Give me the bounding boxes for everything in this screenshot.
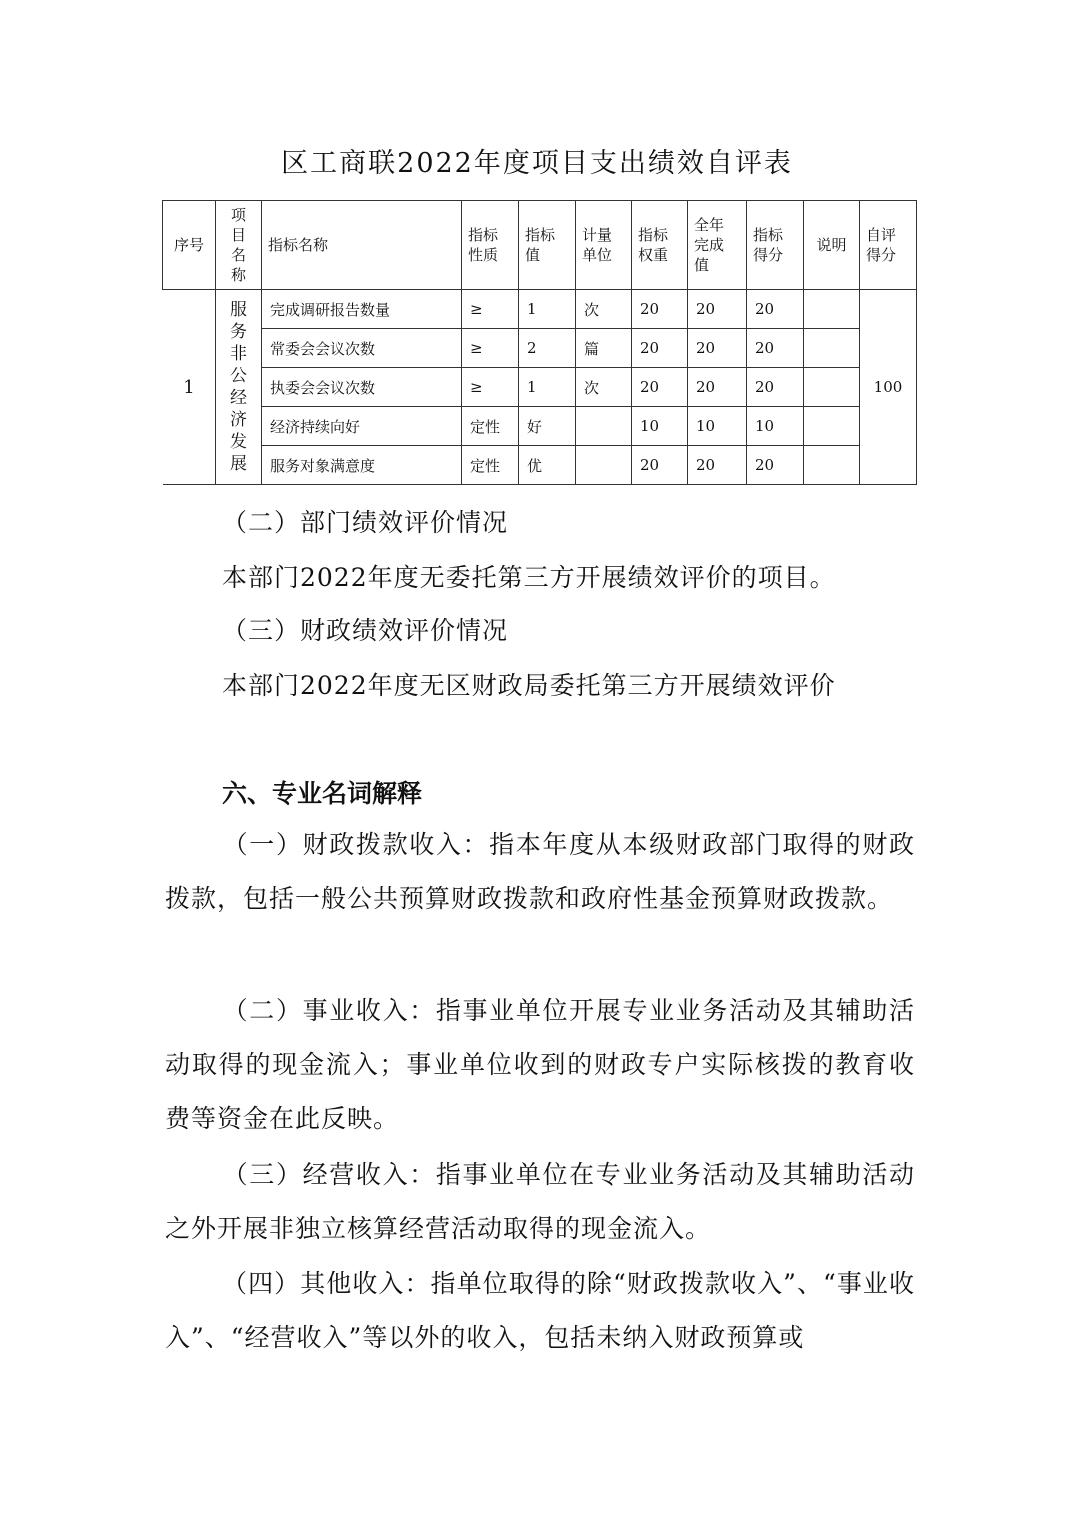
- header-self-score: 自评 得分: [860, 201, 917, 290]
- table-edge-gap: [160, 290, 163, 490]
- cell-note: [804, 368, 860, 407]
- cell-indicator-score: 20: [747, 368, 804, 407]
- table-row: [163, 290, 917, 329]
- cell-indicator-name: 常委会会议次数: [262, 329, 462, 368]
- dept-eval-text: 本部门2022年度无委托第三方开展绩效评价的项目。: [222, 563, 836, 592]
- cell-indicator-name: 服务对象满意度: [262, 446, 462, 485]
- cell-indicator-value: 好: [519, 407, 576, 446]
- glossary-item-1: [165, 818, 915, 926]
- cell-weight: 20: [632, 329, 688, 368]
- cell-annual-actual: 10: [688, 407, 747, 446]
- cell-indicator-score: 20: [747, 290, 804, 329]
- table-header-row: [163, 201, 917, 290]
- cell-project-name: [216, 290, 262, 485]
- cell-indicator-score: 20: [747, 446, 804, 485]
- cell-weight: 20: [632, 368, 688, 407]
- performance-table: [162, 200, 917, 485]
- glossary-item-4: [165, 1257, 915, 1365]
- cell-note: [804, 329, 860, 368]
- table-row: [163, 368, 917, 407]
- cell-indicator-value: 2: [519, 329, 576, 368]
- cell-indicator-name: 执委会会议次数: [262, 368, 462, 407]
- cell-indicator-value: 优: [519, 446, 576, 485]
- header-indicator-score: 指标 得分: [747, 201, 804, 290]
- cell-indicator-score: 10: [747, 407, 804, 446]
- header-note: 说明: [804, 201, 860, 290]
- glossary-item-3-text: （三）经营收入：指事业单位在专业业务活动及其辅助活动之外开展非独立核算经营活动取得的现金流入。: [165, 1160, 915, 1243]
- header-unit: 计量 单位: [576, 201, 632, 290]
- cell-indicator-value: 1: [519, 368, 576, 407]
- cell-indicator-value: 1: [519, 290, 576, 329]
- header-project-name: [216, 201, 262, 290]
- cell-weight: 20: [632, 446, 688, 485]
- fin-eval-heading: （三）财政绩效评价情况: [222, 616, 509, 645]
- cell-weight: 10: [632, 407, 688, 446]
- header-annual-actual: 全年 完成 值: [688, 201, 747, 290]
- table-row: [163, 329, 917, 368]
- cell-indicator-nature: ≥: [462, 290, 519, 329]
- cell-unit: 次: [576, 290, 632, 329]
- glossary-item-1-text: （一）财政拨款收入：指本年度从本级财政部门取得的财政拨款，包括一般公共预算财政拨款和政府性基金预算财政拨款。: [165, 830, 915, 913]
- cell-indicator-name: 经济持续向好: [262, 407, 462, 446]
- cell-serial: 1: [163, 290, 216, 485]
- cell-indicator-score: 20: [747, 329, 804, 368]
- cell-annual-actual: 20: [688, 290, 747, 329]
- table-row: [163, 407, 917, 446]
- page-title: 区工商联2022年度项目支出绩效自评表: [281, 148, 793, 179]
- cell-annual-actual: 20: [688, 446, 747, 485]
- cell-unit: [576, 446, 632, 485]
- cell-indicator-nature: 定性: [462, 446, 519, 485]
- cell-indicator-nature: ≥: [462, 329, 519, 368]
- header-serial: 序号: [163, 201, 216, 290]
- cell-unit: 篇: [576, 329, 632, 368]
- cell-note: [804, 290, 860, 329]
- header-indicator-name: 指标名称: [262, 201, 462, 290]
- cell-project-name-text: 服 务 非 公 经 济 发 展: [230, 300, 247, 474]
- glossary-item-3: [165, 1148, 915, 1256]
- glossary-item-2: [165, 984, 915, 1146]
- glossary-item-4-text: （四）其他收入：指单位取得的除“财政拨款收入”、“事业收入”、“经营收入”等以外的收入，包括未纳入财政预算或: [165, 1269, 915, 1352]
- cell-annual-actual: 20: [688, 368, 747, 407]
- dept-eval-heading: （二）部门绩效评价情况: [222, 508, 509, 537]
- fin-eval-text: 本部门2022年度无区财政局委托第三方开展绩效评价: [222, 671, 836, 700]
- cell-unit: [576, 407, 632, 446]
- cell-weight: 20: [632, 290, 688, 329]
- cell-indicator-nature: 定性: [462, 407, 519, 446]
- cell-note: [804, 407, 860, 446]
- glossary-item-2-text: （二）事业收入：指事业单位开展专业业务活动及其辅助活动取得的现金流入；事业单位收到的财政专户实际核拨的教育收费等资金在此反映。: [165, 996, 915, 1133]
- header-indicator-nature: 指标 性质: [462, 201, 519, 290]
- header-weight: 指标 权重: [632, 201, 688, 290]
- table-row: [163, 446, 917, 485]
- cell-indicator-nature: ≥: [462, 368, 519, 407]
- cell-annual-actual: 20: [688, 329, 747, 368]
- cell-indicator-name: 完成调研报告数量: [262, 290, 462, 329]
- glossary-heading: 六、专业名词解释: [222, 779, 423, 808]
- cell-unit: 次: [576, 368, 632, 407]
- cell-note: [804, 446, 860, 485]
- header-project-name-text: 项 目 名 称: [230, 206, 246, 284]
- cell-self-score: 100: [860, 290, 917, 485]
- header-indicator-value: 指标 值: [519, 201, 576, 290]
